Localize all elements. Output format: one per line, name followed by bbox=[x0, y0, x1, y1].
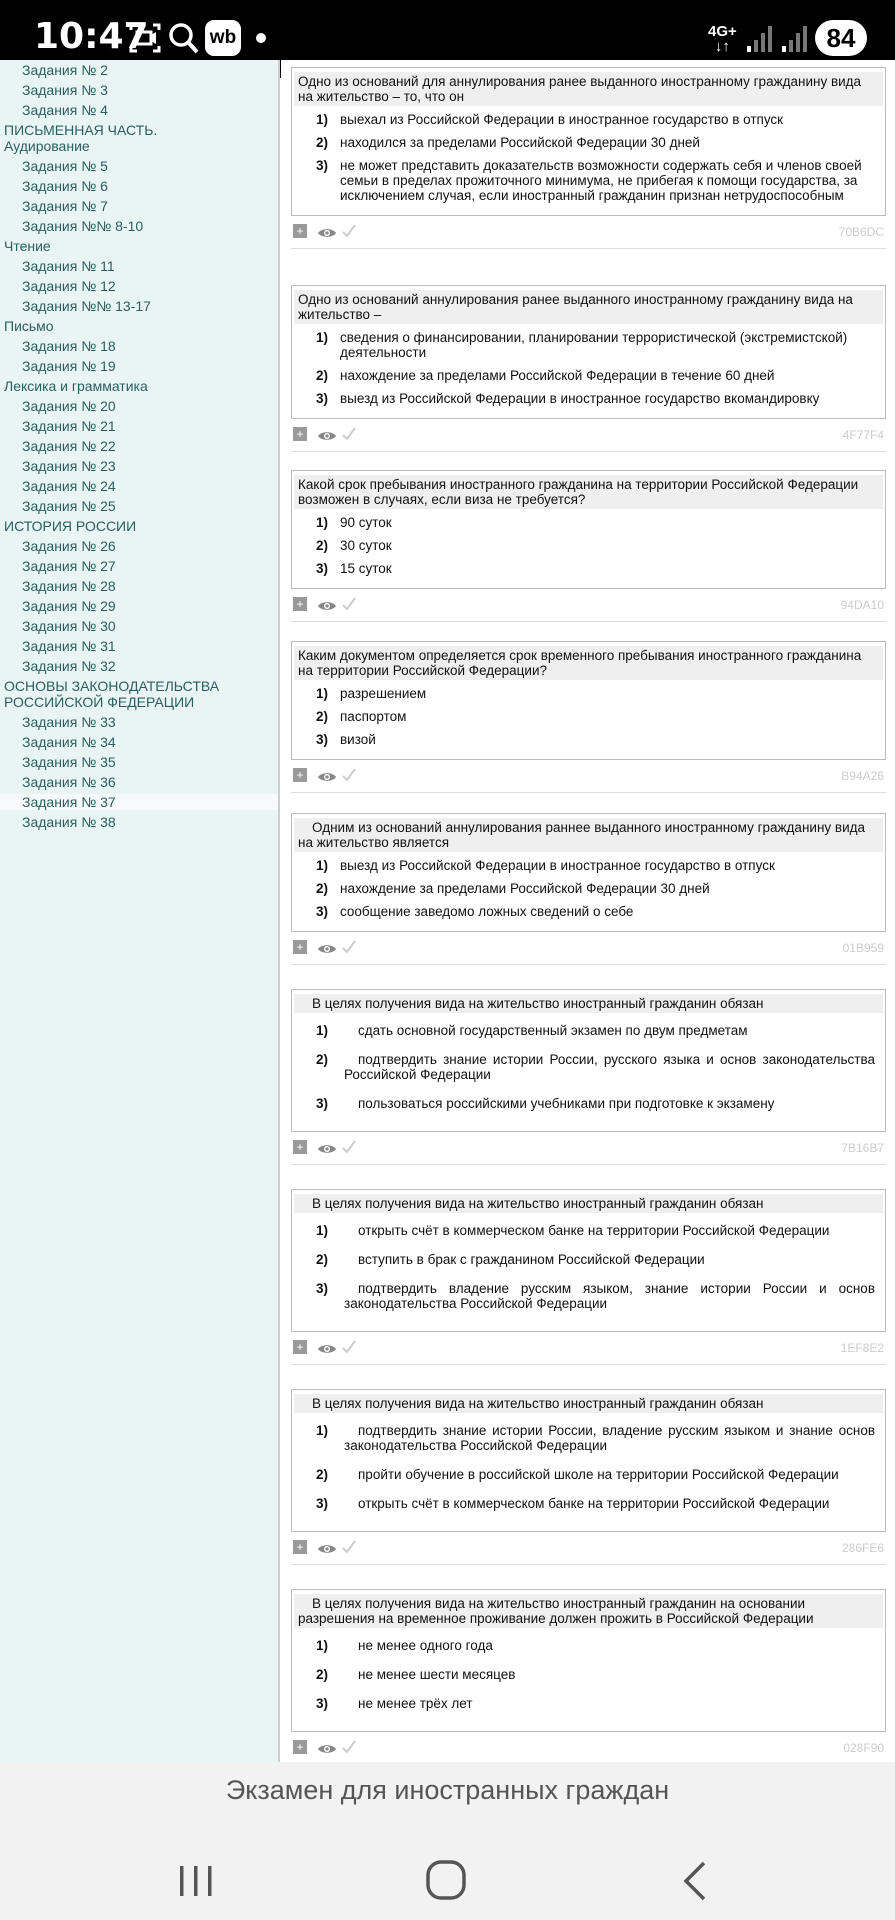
sidebar bbox=[0, 60, 280, 1762]
option-text: 15 суток bbox=[340, 561, 392, 576]
sidebar-item[interactable]: Задания № 7 bbox=[22, 198, 108, 214]
option-number: 1) bbox=[316, 1638, 329, 1653]
wb-app-icon: wb bbox=[205, 20, 241, 56]
question-controls bbox=[291, 936, 886, 958]
question-controls bbox=[291, 764, 886, 786]
option-number: 3) bbox=[316, 1281, 329, 1296]
answer-option[interactable] bbox=[292, 561, 885, 576]
question-card bbox=[291, 641, 886, 786]
question-code: 01B959 bbox=[842, 941, 884, 955]
answer-option[interactable] bbox=[292, 1696, 885, 1711]
sidebar-section-label: Лексика и грамматика bbox=[4, 378, 148, 394]
question-separator bbox=[291, 1564, 886, 1565]
options-list bbox=[292, 106, 885, 215]
home-button[interactable] bbox=[416, 1856, 476, 1906]
answer-option[interactable] bbox=[292, 858, 885, 873]
recent-apps-button[interactable] bbox=[166, 1856, 226, 1906]
option-number: 2) bbox=[316, 1467, 329, 1482]
question-card bbox=[291, 67, 886, 242]
option-text: пройти обучение в российской школе на территории Российской Федерации bbox=[358, 1467, 839, 1482]
options-list bbox=[292, 1013, 885, 1131]
dot-icon bbox=[256, 33, 266, 43]
sidebar-item[interactable]: Задания № 27 bbox=[22, 558, 116, 574]
answer-option[interactable] bbox=[292, 391, 885, 406]
option-text: паспортом bbox=[340, 709, 407, 724]
question-code: 94DA10 bbox=[840, 598, 884, 612]
sidebar-item[interactable]: Задания № 12 bbox=[22, 278, 116, 294]
sidebar-section-label: ИСТОРИЯ РОССИИ bbox=[4, 518, 137, 534]
eye-icon[interactable] bbox=[317, 1742, 337, 1760]
option-number: 2) bbox=[316, 1667, 329, 1682]
sidebar-item[interactable]: Задания № 37 bbox=[22, 794, 116, 810]
question-controls bbox=[291, 1536, 886, 1558]
answer-option[interactable] bbox=[292, 1667, 885, 1682]
network-label: 4G+ bbox=[708, 23, 737, 40]
sidebar-item[interactable]: Задания № 29 bbox=[22, 598, 116, 614]
sidebar-item[interactable]: Задания № 6 bbox=[22, 178, 108, 194]
network-type: 4G+ ↓↑ bbox=[708, 23, 737, 55]
check-icon[interactable] bbox=[341, 426, 357, 447]
question-separator bbox=[291, 451, 886, 452]
question-separator bbox=[291, 248, 886, 249]
answer-option[interactable] bbox=[292, 1252, 885, 1267]
answer-option[interactable] bbox=[292, 1423, 885, 1453]
option-text: подтвердить знание истории России, русского языка и основ законодательства Российской Федерации bbox=[344, 1052, 875, 1082]
sidebar-item[interactable]: Задания № 35 bbox=[22, 754, 116, 770]
question-code: 7B16B7 bbox=[841, 1141, 884, 1155]
sidebar-item[interactable]: Задания № 36 bbox=[22, 774, 116, 790]
question-box bbox=[291, 67, 886, 216]
option-number: 3) bbox=[316, 1696, 329, 1711]
question-controls bbox=[291, 1736, 886, 1758]
check-icon[interactable] bbox=[341, 939, 357, 960]
question-box bbox=[291, 285, 886, 419]
answer-option[interactable] bbox=[292, 732, 885, 747]
plus-icon[interactable]: + bbox=[293, 1540, 307, 1554]
question-separator bbox=[291, 1364, 886, 1365]
sidebar-item[interactable]: Задания № 2 bbox=[22, 62, 108, 78]
option-number: 2) bbox=[316, 368, 329, 383]
sidebar-section-label: ОСНОВЫ ЗАКОНОДАТЕЛЬСТВА bbox=[4, 678, 220, 694]
eye-icon[interactable] bbox=[317, 770, 337, 788]
option-text: нахождение за пределами Российской Федерации 30 дней bbox=[340, 881, 710, 896]
question-separator bbox=[291, 792, 886, 793]
eye-icon[interactable] bbox=[317, 429, 337, 447]
answer-option[interactable] bbox=[292, 515, 885, 530]
option-text: 90 суток bbox=[340, 515, 392, 530]
sidebar-item[interactable]: Задания № 3 bbox=[22, 82, 108, 98]
plus-icon[interactable]: + bbox=[293, 1140, 307, 1154]
question-separator bbox=[291, 964, 886, 965]
option-text: пользоваться российскими учебниками при подготовке к экзамену bbox=[358, 1096, 775, 1111]
back-button[interactable] bbox=[666, 1856, 726, 1906]
option-text: открыть счёт в коммерческом банке на территории Российской Федерации bbox=[358, 1223, 830, 1238]
signal-icon bbox=[780, 20, 810, 56]
plus-icon[interactable]: + bbox=[293, 1740, 307, 1754]
sidebar-item[interactable]: Задания № 5 bbox=[22, 158, 108, 174]
sidebar-item[interactable]: Задания № 31 bbox=[22, 638, 116, 654]
question-controls bbox=[291, 220, 886, 242]
check-icon[interactable] bbox=[341, 596, 357, 617]
eye-icon[interactable] bbox=[317, 942, 337, 960]
question-box bbox=[291, 1189, 886, 1332]
sidebar-item[interactable]: Задания № 28 bbox=[22, 578, 116, 594]
option-text: разрешением bbox=[340, 686, 427, 701]
option-number: 1) bbox=[316, 515, 329, 530]
answer-option[interactable] bbox=[292, 368, 885, 383]
option-number: 1) bbox=[316, 1423, 329, 1438]
status-time: 10:47 bbox=[34, 16, 149, 57]
question-code: 286FE6 bbox=[841, 1541, 884, 1555]
option-text: подтвердить знание истории России, владение русским языком и знание основ законодательства Российской Федерации bbox=[344, 1423, 875, 1453]
question-card bbox=[291, 285, 886, 445]
options-list bbox=[292, 1213, 885, 1331]
sidebar-item[interactable]: Задания № 4 bbox=[22, 102, 108, 118]
question-separator bbox=[291, 1164, 886, 1165]
option-number: 1) bbox=[316, 686, 329, 701]
options-list bbox=[292, 852, 885, 931]
sidebar-item[interactable]: Задания №№ 8-10 bbox=[22, 218, 144, 234]
sidebar-item[interactable]: Задания № 22 bbox=[22, 438, 116, 454]
option-text: вступить в брак с гражданином Российской Федерации bbox=[358, 1252, 705, 1267]
option-number: 1) bbox=[316, 112, 329, 127]
option-text: не менее шести месяцев bbox=[358, 1667, 516, 1682]
option-text: находился за пределами Российской Федерации 30 дней bbox=[340, 135, 700, 150]
plus-icon[interactable]: + bbox=[293, 768, 307, 782]
sidebar-item[interactable]: Задания № 30 bbox=[22, 618, 116, 634]
option-text: открыть счёт в коммерческом банке на территории Российской Федерации bbox=[358, 1496, 830, 1511]
answer-option[interactable] bbox=[292, 112, 885, 127]
answer-option[interactable] bbox=[292, 330, 885, 360]
check-icon[interactable] bbox=[341, 1139, 357, 1160]
sidebar-item[interactable]: Задания № 26 bbox=[22, 538, 116, 554]
plus-icon[interactable]: + bbox=[293, 427, 307, 441]
question-text: Каким документом определяется срок временного пребывания иностранного гражданина на территории Российской Федерации? bbox=[294, 646, 883, 680]
sidebar-item[interactable]: Задания № 21 bbox=[22, 418, 116, 434]
sidebar-item[interactable]: Задания № 18 bbox=[22, 338, 116, 354]
option-text: 30 суток bbox=[340, 538, 392, 553]
eye-icon[interactable] bbox=[317, 1342, 337, 1360]
question-code: 028F90 bbox=[843, 1741, 884, 1755]
plus-icon[interactable]: + bbox=[293, 224, 307, 238]
answer-option[interactable] bbox=[292, 881, 885, 896]
sidebar-item[interactable]: Задания № 32 bbox=[22, 658, 116, 674]
option-number: 2) bbox=[316, 1052, 329, 1067]
question-box bbox=[291, 470, 886, 589]
question-box bbox=[291, 1389, 886, 1532]
sidebar-section-label: Аудирование bbox=[4, 138, 90, 154]
question-text: В целях получения вида на жительство иностранный гражданин обязан bbox=[294, 1394, 883, 1413]
eye-icon[interactable] bbox=[317, 1142, 337, 1160]
answer-option[interactable] bbox=[292, 538, 885, 553]
question-text: Одним из оснований аннулирования раннее выданного иностранному гражданину вида на жительство является bbox=[294, 818, 883, 852]
answer-option[interactable] bbox=[292, 1223, 885, 1238]
option-number: 3) bbox=[316, 732, 329, 747]
app-title: Экзамен для иностранных граждан bbox=[0, 1762, 895, 1844]
sidebar-item[interactable]: Задания № 38 bbox=[22, 814, 116, 830]
check-icon[interactable] bbox=[341, 223, 357, 244]
option-text: подтвердить владение русским языком, знание истории России и основ законодательства Российской Федерации bbox=[344, 1281, 875, 1311]
option-number: 3) bbox=[316, 1496, 329, 1511]
check-icon[interactable] bbox=[341, 1339, 357, 1360]
question-controls bbox=[291, 1336, 886, 1358]
option-text: сдать основной государственный экзамен по двум предметам bbox=[358, 1023, 748, 1038]
answer-option[interactable] bbox=[292, 904, 885, 919]
option-number: 3) bbox=[316, 391, 329, 406]
option-text: не менее трёх лет bbox=[358, 1696, 473, 1711]
options-list bbox=[292, 1628, 885, 1731]
answer-option[interactable] bbox=[292, 1638, 885, 1653]
answer-option[interactable] bbox=[292, 686, 885, 701]
option-number: 1) bbox=[316, 330, 329, 345]
sidebar-section-label: Чтение bbox=[4, 238, 51, 254]
plus-icon[interactable]: + bbox=[293, 1340, 307, 1354]
signal-icon bbox=[745, 20, 775, 56]
question-card bbox=[291, 1389, 886, 1558]
question-card bbox=[291, 1589, 886, 1758]
answer-option[interactable] bbox=[292, 135, 885, 150]
answer-option[interactable] bbox=[292, 1467, 885, 1482]
check-icon[interactable] bbox=[341, 767, 357, 788]
option-number: 1) bbox=[316, 1223, 329, 1238]
option-number: 1) bbox=[316, 858, 329, 873]
sidebar-section-label: ПИСЬМЕННАЯ ЧАСТЬ. bbox=[4, 122, 158, 138]
question-code: B94A26 bbox=[841, 769, 884, 783]
question-card bbox=[291, 470, 886, 615]
question-box bbox=[291, 989, 886, 1132]
option-text: нахождение за пределами Российской Федерации в течение 60 дней bbox=[340, 368, 775, 383]
question-code: 4F77F4 bbox=[842, 428, 884, 442]
screen-record-icon bbox=[128, 20, 162, 56]
eye-icon[interactable] bbox=[317, 226, 337, 244]
option-text: выезд из Российской Федерации в иностранное государство в отпуск bbox=[340, 858, 775, 873]
question-card bbox=[291, 989, 886, 1158]
option-text: сообщение заведомо ложных сведений о себе bbox=[340, 904, 634, 919]
question-box bbox=[291, 813, 886, 932]
check-icon[interactable] bbox=[341, 1739, 357, 1760]
option-text: выезд из Российской Федерации в иностранное государство вкомандировку bbox=[340, 391, 820, 406]
question-code: 70B6DC bbox=[838, 225, 884, 239]
plus-icon[interactable]: + bbox=[293, 940, 307, 954]
answer-option[interactable] bbox=[292, 1023, 885, 1038]
question-card bbox=[291, 813, 886, 958]
sidebar-section-label: РОССИЙСКОЙ ФЕДЕРАЦИИ bbox=[4, 694, 195, 710]
option-text: не менее одного года bbox=[358, 1638, 493, 1653]
option-number: 1) bbox=[316, 1023, 329, 1038]
sidebar-item[interactable]: Задания № 19 bbox=[22, 358, 116, 374]
eye-icon[interactable] bbox=[317, 1542, 337, 1560]
plus-icon[interactable]: + bbox=[293, 597, 307, 611]
question-text: Одно из оснований для аннулирования ранее выданного иностранному гражданину вида на жительство – то, что он bbox=[294, 72, 883, 106]
sidebar-item[interactable]: Задания № 33 bbox=[22, 714, 116, 730]
answer-option[interactable] bbox=[292, 1281, 885, 1311]
option-number: 3) bbox=[316, 1096, 329, 1111]
option-number: 2) bbox=[316, 709, 329, 724]
option-number: 3) bbox=[316, 904, 329, 919]
sidebar-item[interactable]: Задания № 23 bbox=[22, 458, 116, 474]
option-number: 3) bbox=[316, 158, 329, 173]
question-card bbox=[291, 1189, 886, 1358]
option-text: не может представить доказательств возможности содержать себя и членов своей семьи в пределах прожиточного минимума, не прибегая к помощи государства, за исключением случая, если иностранный гражданин признан нетрудоспособным bbox=[340, 158, 862, 203]
answer-option[interactable] bbox=[292, 1096, 885, 1111]
sidebar-item[interactable]: Задания № 20 bbox=[22, 398, 116, 414]
eye-icon[interactable] bbox=[317, 599, 337, 617]
answer-option[interactable] bbox=[292, 1496, 885, 1511]
sidebar-item[interactable]: Задания № 34 bbox=[22, 734, 116, 750]
sidebar-item[interactable]: Задания №№ 13-17 bbox=[22, 298, 151, 314]
navigation-bar bbox=[0, 1844, 895, 1920]
question-list bbox=[281, 60, 895, 1762]
sidebar-item[interactable]: Задания № 25 bbox=[22, 498, 116, 514]
options-list bbox=[292, 509, 885, 588]
answer-option[interactable] bbox=[292, 1052, 885, 1082]
sidebar-section-label: Письмо bbox=[4, 318, 54, 334]
question-text: Одно из оснований аннулирования ранее выданного иностранному гражданину вида на жительство – bbox=[294, 290, 883, 324]
option-number: 2) bbox=[316, 1252, 329, 1267]
question-separator bbox=[291, 621, 886, 622]
options-list bbox=[292, 324, 885, 418]
sidebar-item[interactable]: Задания № 24 bbox=[22, 478, 116, 494]
question-code: 1EF8E2 bbox=[840, 1341, 884, 1355]
option-text: выехал из Российской Федерации в иностранное государство в отпуск bbox=[340, 112, 784, 127]
question-text: В целях получения вида на жительство иностранный гражданин на основании разрешения на временное проживание должен прожить в Российской Федерации bbox=[294, 1594, 883, 1628]
battery-level: 84 bbox=[815, 20, 867, 56]
answer-option[interactable] bbox=[292, 158, 885, 203]
question-controls bbox=[291, 1136, 886, 1158]
sidebar-item[interactable]: Задания № 11 bbox=[22, 258, 115, 274]
question-text: В целях получения вида на жительство иностранный гражданин обязан bbox=[294, 994, 883, 1013]
question-text: В целях получения вида на жительство иностранный гражданин обязан bbox=[294, 1194, 883, 1213]
question-box bbox=[291, 641, 886, 760]
options-list bbox=[292, 1413, 885, 1531]
options-list bbox=[292, 680, 885, 759]
check-icon[interactable] bbox=[341, 1539, 357, 1560]
option-number: 2) bbox=[316, 538, 329, 553]
option-number: 2) bbox=[316, 135, 329, 150]
answer-option[interactable] bbox=[292, 709, 885, 724]
question-text: Какой срок пребывания иностранного гражданина на территории Российской Федерации возможен в случаях, если виза не требуется? bbox=[294, 475, 883, 509]
question-controls bbox=[291, 423, 886, 445]
question-box bbox=[291, 1589, 886, 1732]
search-icon bbox=[168, 20, 200, 56]
option-number: 3) bbox=[316, 561, 329, 576]
option-text: сведения о финансировании, планировании террористической (экстремистской) деятельности bbox=[340, 330, 848, 360]
question-controls bbox=[291, 593, 886, 615]
option-text: визой bbox=[340, 732, 376, 747]
option-number: 2) bbox=[316, 881, 329, 896]
